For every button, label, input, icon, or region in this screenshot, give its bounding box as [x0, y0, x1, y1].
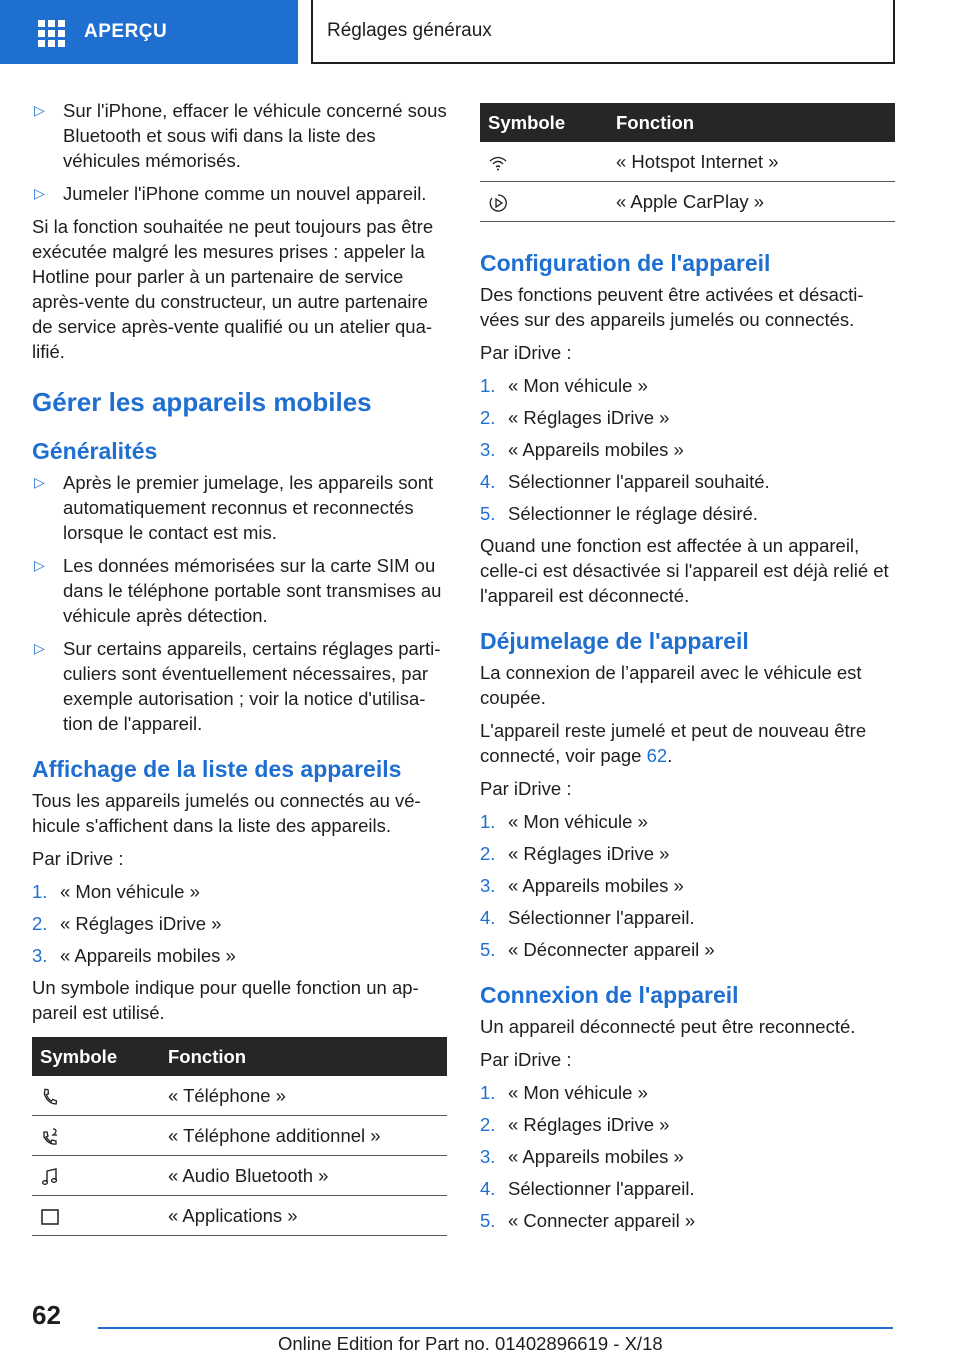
steps-list — [480, 373, 895, 526]
device-list-paragraph: Tous les appareils jumelés ou connectés au vé-hicule s'affichent dans la liste des appareils. — [32, 790, 421, 836]
table-row: « Hotspot Internet » — [480, 142, 895, 182]
step-item: 4. Sélectionner l'appareil. — [480, 1178, 695, 1199]
step-item: 4. Sélectionner l'appareil souhaité. — [480, 471, 770, 492]
idrive-label: Par iDrive : — [480, 778, 572, 799]
page-number: 62 — [32, 1300, 61, 1330]
list-item: ▷ Après le premier jumelage, les appareils sont automatiquement reconnus et reconnectés lorsque le contact est mis. — [34, 472, 434, 543]
steps-list — [480, 1080, 895, 1233]
idrive-label: Par iDrive : — [32, 848, 124, 869]
config-paragraph-2: Quand une fonction est affectée à un appareil, celle-ci est désactivée si l'appareil est déjà relié et l'appareil est déconnecté. — [480, 535, 889, 606]
device-list-heading: Affichage de la liste des appareils — [32, 756, 402, 782]
config-heading: Configuration de l'appareil — [480, 250, 771, 276]
connect-paragraph: Un appareil déconnecté peut être reconnecté. — [480, 1016, 856, 1037]
step-item: 5. Sélectionner le réglage désiré. — [480, 503, 758, 524]
triangle-bullet-icon: ▷ — [34, 640, 45, 656]
steps-list — [480, 809, 895, 962]
table-header: Symbole Fonction — [480, 103, 895, 142]
step-item: 1. « Mon véhicule » — [480, 811, 648, 832]
step-item: 4. Sélectionner l'appareil. — [480, 907, 695, 928]
main-heading: Gérer les appareils mobiles — [32, 387, 372, 417]
table-row: « Téléphone additionnel » — [32, 1116, 447, 1156]
step-item: 2. « Réglages iDrive » — [480, 1114, 670, 1135]
table-row: « Téléphone » — [32, 1076, 447, 1116]
idrive-label: Par iDrive : — [480, 1049, 572, 1070]
triangle-bullet-icon: ▷ — [34, 557, 45, 573]
app-square-icon — [40, 1207, 60, 1227]
step-item: 3. « Appareils mobiles » — [480, 1146, 684, 1167]
symbol-table-continued — [480, 103, 895, 222]
step-item: 2. « Réglages iDrive » — [32, 913, 222, 934]
page-link[interactable]: 62 — [646, 745, 668, 766]
table-header: Symbole Fonction — [32, 1037, 447, 1076]
step-item: 1. « Mon véhicule » — [32, 881, 200, 902]
config-paragraph: Des fonctions peuvent être activées et désacti-vées sur des appareils jumelés ou connectés. — [480, 284, 864, 330]
wifi-hotspot-icon — [488, 153, 508, 173]
symbol-paragraph: Un symbole indique pour quelle fonction un ap-pareil est utilisé. — [32, 977, 419, 1023]
general-heading: Généralités — [32, 438, 158, 464]
idrive-label: Par iDrive : — [480, 342, 572, 363]
footer-divider — [98, 1327, 893, 1329]
triangle-bullet-icon: ▷ — [34, 102, 45, 118]
step-item: 5. « Déconnecter appareil » — [480, 939, 715, 960]
step-item: 5. « Connecter appareil » — [480, 1210, 696, 1231]
connect-heading: Connexion de l'appareil — [480, 982, 739, 1008]
step-item: 1. « Mon véhicule » — [480, 1082, 648, 1103]
list-item: ▷ Sur l'iPhone, effacer le véhicule concerné sous Bluetooth et sous wifi dans la liste des véhicules mémorisés. — [34, 100, 447, 171]
step-item: 3. « Appareils mobiles » — [32, 945, 236, 966]
grid-menu-icon — [38, 20, 66, 44]
section-title: Réglages généraux — [311, 0, 895, 64]
step-item: 2. « Réglages iDrive » — [480, 843, 670, 864]
list-item: ▷ Les données mémorisées sur la carte SIM ou dans le téléphone portable sont transmises au véhicule après détection. — [34, 555, 442, 626]
list-item: ▷ Sur certains appareils, certains réglages parti-culiers sont éventuellement nécessaires, par exemple autorisation ; voir la notice d'utilisa-tion de l'appareil. — [34, 638, 441, 734]
list-item: ▷ Jumeler l'iPhone comme un nouvel appareil. — [34, 183, 427, 204]
triangle-bullet-icon: ▷ — [34, 474, 45, 490]
table-row: « Audio Bluetooth » — [32, 1156, 447, 1196]
phone-icon — [40, 1087, 60, 1107]
table-row: « Apple CarPlay » — [480, 182, 895, 222]
step-item: 2. « Réglages iDrive » — [480, 407, 670, 428]
step-item: 1. « Mon véhicule » — [480, 375, 648, 396]
left-column — [32, 98, 447, 1236]
overview-tab[interactable] — [0, 0, 298, 64]
phone-additional-icon — [40, 1127, 60, 1147]
steps-list — [32, 879, 447, 968]
unpair-paragraph-2: L'appareil reste jumelé et peut de nouveau être connecté, voir page 62. — [480, 720, 867, 766]
symbol-table — [32, 1037, 447, 1236]
overview-tab-label: APERÇU — [84, 21, 168, 42]
music-note-icon — [40, 1167, 60, 1187]
edition-text: Online Edition for Part no. 01402896619 - X/18 — [278, 1333, 663, 1354]
unpair-paragraph: La connexion de l’appareil avec le véhicule est coupée. — [480, 662, 862, 708]
step-item: 3. « Appareils mobiles » — [480, 439, 684, 460]
table-row: « Applications » — [32, 1196, 447, 1236]
hotline-paragraph: Si la fonction souhaitée ne peut toujours pas être exécutée malgré les mesures prises : appeler la Hotline pour parler à un partenaire de service après-vente du constructeur, un autre partenaire de service après-vente qualifié ou un atelier qua-lifié. — [32, 216, 434, 362]
carplay-icon — [488, 193, 508, 213]
unpair-heading: Déjumelage de l'appareil — [480, 628, 749, 654]
triangle-bullet-icon: ▷ — [34, 185, 45, 201]
step-item: 3. « Appareils mobiles » — [480, 875, 684, 896]
right-column — [480, 103, 895, 1240]
